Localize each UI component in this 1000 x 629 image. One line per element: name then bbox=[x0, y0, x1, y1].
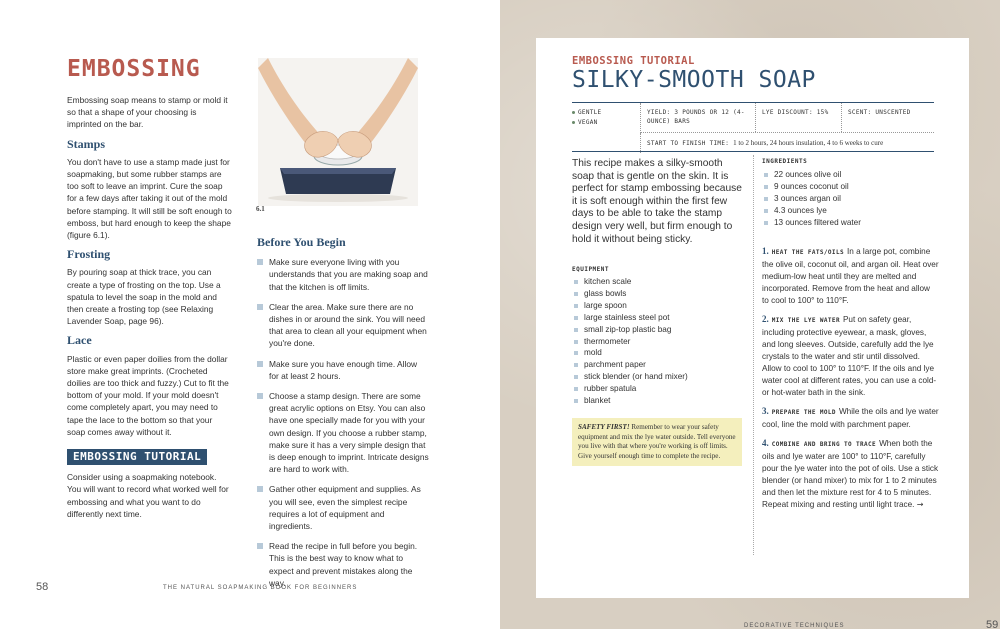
tutorial-paragraph: Consider using a soapmaking notebook. You will want to record what worked well for embossing and what you want to do differently next time. bbox=[67, 472, 229, 519]
recipe-steps bbox=[762, 245, 939, 517]
before-you-begin bbox=[257, 236, 429, 597]
meta-row bbox=[640, 103, 934, 133]
bullet-square-icon bbox=[574, 340, 578, 344]
before-list bbox=[257, 256, 429, 589]
list-item: parchment paper bbox=[572, 359, 742, 371]
equipment-list bbox=[572, 276, 742, 407]
list-item: 9 ounces coconut oil bbox=[762, 181, 937, 193]
list-item: 3 ounces argan oil bbox=[762, 193, 937, 205]
bullet-square-icon bbox=[574, 316, 578, 320]
ingredients-list bbox=[762, 169, 937, 229]
bullet-square-icon bbox=[574, 280, 578, 284]
figure-number: 6.1 bbox=[256, 205, 265, 213]
bullet-square-icon bbox=[574, 351, 578, 355]
time-value: 1 to 2 hours, 24 hours insulation, 4 to 6 weeks to cure bbox=[733, 139, 884, 147]
tutorial-label: EMBOSSING TUTORIAL bbox=[67, 449, 207, 465]
step-4: 4. COMBINE AND BRING TO TRACE When both the oils and lye water are 100° to 110°F, carefully pour the lye water into the pot of oils. Use a stick blender (or hand mixer) to mix for 1 to 2 minutes and then let the mixture rest for 4 to 5 minutes. Repeat mixing and resting until light trace. → bbox=[762, 438, 939, 509]
bullet-square-icon bbox=[764, 173, 768, 177]
list-item: large stainless steel pot bbox=[572, 312, 742, 324]
frosting-heading: Frosting bbox=[67, 247, 111, 262]
step-2: 2. MIX THE LYE WATER Put on safety gear, including protective eyewear, a mask, gloves, and long sleeves. Outside, carefully add the lye crystals to the water and stir until dissolved. Allow to cool to 100° to 110°F. If the oils and lye water cool at different rates, you can use a cold- or hot-water bath in the sink. bbox=[762, 314, 937, 397]
stamps-paragraph: You don't have to use a stamp made just for soapmaking, but some rubber stamps are too soft to leave an imprint. Cure the soap for a few days after taking it out of the mold before stamping. It will still be soft enough to emboss, but hard enough to keep the shape (figure 6.1). bbox=[67, 156, 232, 241]
recipe-title: SILKY-SMOOTH SOAP bbox=[572, 67, 816, 93]
list-item: Choose a stamp design. There are some great acrylic options on Etsy. You can also have one specially made for you with your own design. If you choose a rubber stamp, make sure it has a very simple design that is deep enough to imprint. Intricate designs are hard to work with. bbox=[257, 390, 429, 475]
frosting-paragraph: By pouring soap at thick trace, you can create a type of frosting on the top. Use a spatula to level the soap in the mold and then create a frosting top (see Relaxing Lavender Soap, page 96). bbox=[67, 267, 221, 327]
bullet-square-icon bbox=[257, 486, 263, 492]
list-item: Make sure everyone living with you understands that you are making soap and that the kitchen is off limits. bbox=[257, 256, 429, 293]
step-1: 1. HEAT THE FATS/OILS In a large pot, combine the olive oil, coconut oil, and argan oil. Heat over medium-low heat until they are melted and incorporated. Remove from the heat and allow to cool to 100° to 110°F. bbox=[762, 246, 939, 305]
bullet-square-icon bbox=[764, 185, 768, 189]
list-item: Gather other equipment and supplies. As you will see, even the simplest recipe requires a lot of equipment and ingredients. bbox=[257, 483, 429, 532]
list-item: mold bbox=[572, 347, 742, 359]
equipment-heading: EQUIPMENT bbox=[572, 266, 610, 273]
bullet-square-icon bbox=[764, 221, 768, 225]
list-item: Read the recipe in full before you begin. This is the best way to know what to expect and prevent mistakes along the way. bbox=[257, 540, 429, 589]
embossing-illustration bbox=[258, 58, 418, 206]
list-item: Make sure you have enough time. Allow for at least 2 hours. bbox=[257, 358, 429, 382]
bullet-square-icon bbox=[574, 292, 578, 296]
bullet-square-icon bbox=[574, 387, 578, 391]
tag-vegan: VEGAN bbox=[572, 118, 636, 128]
bullet-square-icon bbox=[764, 197, 768, 201]
bullet-square-icon bbox=[574, 304, 578, 308]
recipe-intro: This recipe makes a silky-smooth soap that is gentle on the skin. It is perfect for stamp embossing because it is soft enough within the first few days to be able to take the stamp design very well, but firm enough to hold it without being sticky. bbox=[572, 158, 742, 245]
left-column bbox=[67, 94, 232, 527]
bullet-square-icon bbox=[574, 399, 578, 403]
list-item: 13 ounces filtered water bbox=[762, 217, 937, 229]
bullet-square-icon bbox=[574, 375, 578, 379]
list-item: stick blender (or hand mixer) bbox=[572, 371, 742, 383]
ingredients-heading: INGREDIENTS bbox=[762, 158, 808, 165]
continue-arrow-icon: → bbox=[916, 500, 924, 509]
scent: SCENT: UNSCENTED bbox=[841, 103, 935, 132]
list-item: large spoon bbox=[572, 300, 742, 312]
tag-gentle: GENTLE bbox=[572, 108, 636, 118]
recipe-meta bbox=[572, 102, 934, 152]
list-item: Clear the area. Make sure there are no dishes in or around the sink. You will need that area to clean all your equipment when you're done. bbox=[257, 301, 429, 350]
bullet-square-icon bbox=[257, 361, 263, 367]
list-item: 22 ounces olive oil bbox=[762, 169, 937, 181]
chapter-footer: DECORATIVE TECHNIQUES bbox=[744, 623, 845, 629]
yield: YIELD: 3 POUNDS OR 12 (4-OUNCE) BARS bbox=[647, 109, 745, 125]
list-item: rubber spatula bbox=[572, 383, 742, 395]
safety-label: SAFETY FIRST! bbox=[578, 423, 630, 431]
recipe-eyebrow: EMBOSSING TUTORIAL bbox=[572, 55, 695, 67]
bullet-square-icon bbox=[257, 304, 263, 310]
step-3: 3. PREPARE THE MOLD While the oils and lye water cool, line the mold with parchment paper. bbox=[762, 406, 939, 429]
bullet-square-icon bbox=[257, 259, 263, 265]
page-title: EMBOSSING bbox=[67, 56, 201, 82]
lace-heading: Lace bbox=[67, 333, 92, 348]
time-label: START TO FINISH TIME: bbox=[647, 140, 730, 147]
recipe-card bbox=[536, 38, 999, 629]
before-heading: Before You Begin bbox=[257, 235, 346, 249]
bullet-square-icon bbox=[764, 209, 768, 213]
list-item: blanket bbox=[572, 395, 742, 407]
list-item: glass bowls bbox=[572, 288, 742, 300]
list-item: small zip-top plastic bag bbox=[572, 324, 742, 336]
safety-text: Remember to wear your safety equipment and mix the lye water outside. Tell everyone you live with that where you're working is off limits. Give yourself enough time to complete the recipe. bbox=[578, 423, 736, 460]
bullet-square-icon bbox=[574, 328, 578, 332]
bullet-square-icon bbox=[257, 393, 263, 399]
lye-discount: LYE DISCOUNT: 15% bbox=[755, 103, 841, 132]
list-item: thermometer bbox=[572, 336, 742, 348]
list-item: kitchen scale bbox=[572, 276, 742, 288]
dot-icon bbox=[572, 111, 575, 114]
page-number-left: 58 bbox=[36, 581, 49, 593]
page-number-right: 59 bbox=[986, 619, 999, 629]
recipe-tags bbox=[572, 108, 636, 128]
book-title-footer: THE NATURAL SOAPMAKING BOOK FOR BEGINNERS bbox=[163, 585, 358, 591]
safety-callout bbox=[572, 418, 742, 466]
time-row bbox=[640, 133, 934, 153]
stamps-heading: Stamps bbox=[67, 136, 106, 151]
bullet-square-icon bbox=[257, 543, 263, 549]
column-divider bbox=[753, 155, 754, 555]
dot-icon bbox=[572, 121, 575, 124]
list-item: 4.3 ounces lye bbox=[762, 205, 937, 217]
lace-paragraph: Plastic or even paper doilies from the dollar store make great imprints. (Crocheted doilies are too thick and fuzzy.) Cut to fit the bottom of your mold. If your mold doesn't come completely apart, you may need to tape the lace to the bottom so that your soap comes away without it. bbox=[67, 353, 229, 437]
bullet-square-icon bbox=[574, 363, 578, 367]
right-page bbox=[500, 0, 1000, 629]
intro-paragraph: Embossing soap means to stamp or mold it so that a shape of your choosing is imprinted on the bar. bbox=[67, 95, 228, 130]
